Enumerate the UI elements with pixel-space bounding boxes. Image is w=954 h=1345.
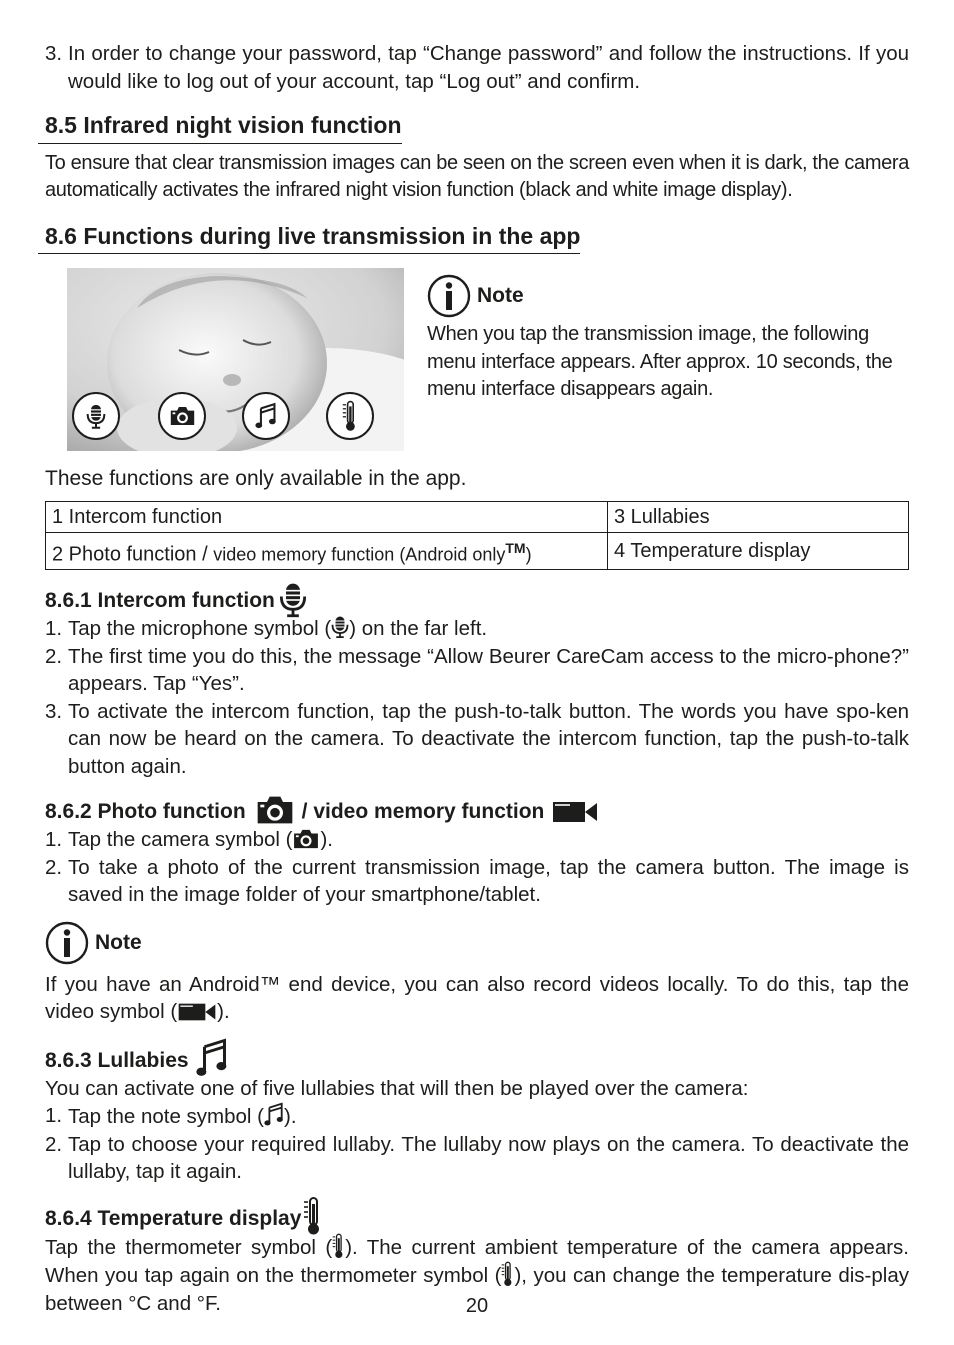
body-text-part: ), you can change the temperature dis-play between °C and °F. [45,1264,909,1315]
video-note-text [45,971,909,1026]
section-8-6-1-heading [45,582,909,615]
step-text-part: Tap the camera symbol ( [68,828,293,852]
step-text: To activate the intercom function, tap the push-to-talk button. The words you have spo-ken can now be heard on the camera. To deactivate the intercom function, tap the push-to-talk button again. [68,699,909,778]
video-note-heading [45,921,909,965]
microphone-icon [331,615,349,639]
list-item [45,643,909,698]
video-icon [177,1002,217,1022]
trademark: TM [505,539,526,556]
step-number: 2. [45,855,63,879]
step-number: 1. [45,617,63,641]
step-text-part: Tap the microphone symbol ( [68,617,332,641]
microphone-icon [279,582,307,618]
step-text-part: ) on the far left. [349,617,488,641]
step-number: 3. [45,42,63,65]
note-label: Note [95,930,142,954]
note-text: When you tap the transmission image, the following menu interface appears. After approx. 10 seconds, the menu interface disappears again. [427,323,893,400]
thermometer-icon [501,1261,514,1287]
note-text-part: If you have an Android™ end device, you can also record videos locally. To do this, tap the video symbol ( [45,972,909,1024]
table-cell: 3 Lullabies [608,501,909,532]
list-item [45,826,909,854]
table-cell: 1 Intercom function [46,501,608,532]
body-text-part: Tap the thermometer symbol ( [45,1235,333,1259]
step-text-part: ). [284,1105,297,1129]
thermometer-icon[interactable] [326,392,374,440]
list-item [45,698,909,781]
section-8-6-heading [38,222,580,255]
music-note-icon [195,1038,229,1078]
section-8-6-1-title: 8.6.1 Intercom function [45,589,275,613]
thermometer-icon [303,1196,323,1236]
step-text: In order to change your password, tap “Change password” and follow the instructions. If you would like to log out of your account, tap “Log out” and confirm. [68,42,909,93]
step-text [68,615,909,643]
section-8-6-2-title-b: / video memory function [301,800,545,824]
music-note-icon[interactable] [242,392,290,440]
section-8-6-2-title-a: 8.6.2 Photo function [45,800,246,824]
section-8-6-2-heading [45,794,909,826]
section-8-6-4-title: 8.6.4 Temperature display [45,1206,302,1230]
page-number: 20 [465,1295,489,1317]
camera-icon [254,794,296,826]
password-step-3 [45,40,909,95]
table-row [46,532,909,570]
step-text [68,1102,909,1131]
step-text-part: Tap the note symbol ( [68,1105,264,1129]
thermometer-icon [332,1233,345,1259]
table-cell-text-small: video memory function (Android only [213,544,506,565]
overlay-icon-bar [72,392,374,440]
camera-icon [292,828,320,850]
section-8-5-body: To ensure that clear transmission images can be seen on the screen even when it is dark, the camera automatically activates the infrared night vision function (black and white image display). [45,151,909,201]
table-cell-text: 2 Photo function / [52,543,214,566]
menu-note [427,268,909,451]
note-text-part: ). [217,1000,230,1024]
list-item [45,1102,909,1131]
section-8-6-3-heading [45,1038,909,1075]
table-cell-text-close: ) [525,544,532,565]
live-view-figure [45,268,427,451]
step-text: The first time you do this, the message “Allow Beurer CareCam access to the micro-phone?” appears. Tap “Yes”. [68,644,909,696]
body-text-part: ). The current ambient temperature of the camera appears. When you tap again on the thermometer symbol ( [45,1235,909,1288]
table-cell [46,532,608,570]
live-view-row [45,268,909,451]
step-number: 3. [45,699,63,723]
list-item [45,615,909,643]
note-label: Note [477,284,524,308]
step-text: Tap to choose your required lullaby. The lullaby now plays on the camera. To deactivate the lullaby, tap it again. [68,1132,909,1184]
section-8-6-3-intro: You can activate one of five lullabies that will then be played over the camera: [45,1076,749,1100]
section-8-6-4-heading [45,1196,909,1233]
step-number: 1. [45,1104,63,1128]
step-number: 1. [45,828,63,852]
functions-available-note: These functions are only available in the app. [45,467,467,490]
video-icon [552,800,598,824]
section-8-5-heading [38,111,402,144]
microphone-icon[interactable] [72,392,120,440]
step-text: To take a photo of the current transmission image, tap the camera button. The image is saved in the image folder of your smartphone/tablet. [68,855,909,907]
step-number: 2. [45,1132,63,1156]
camera-icon[interactable] [158,392,206,440]
note-heading [427,274,909,318]
list-item [45,854,909,909]
functions-table [45,501,909,571]
table-row [46,501,909,532]
section-8-5-title: 8.5 Infrared night vision function [45,112,402,138]
list-item [45,1131,909,1186]
step-number: 2. [45,644,63,668]
music-note-icon [264,1102,284,1127]
section-8-6-title: 8.6 Functions during live transmission in the app [45,222,581,249]
info-icon [427,274,471,318]
info-icon [45,921,89,965]
table-cell: 4 Temperature display [608,532,909,570]
section-8-6-3-title: 8.6.3 Lullabies [45,1048,189,1072]
step-text-part: ). [320,828,333,852]
step-text [68,826,909,854]
